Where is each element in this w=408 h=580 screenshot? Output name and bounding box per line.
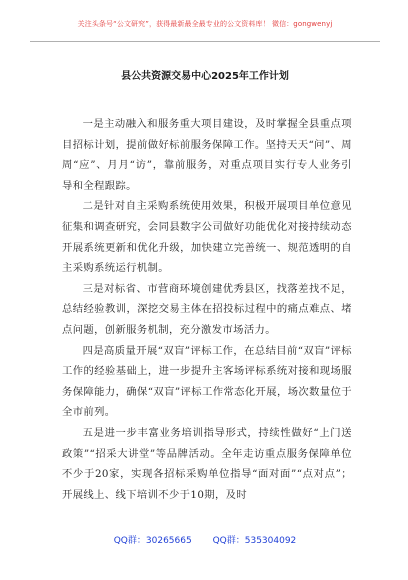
header-divider <box>30 41 380 42</box>
paragraph-3: 三是对标省、市营商环境创建优秀县区，找落差找不足，总结经验教训，深挖交易主体在招投标过程中的痛点难点、堵点问题，创新服务机制，充分激发市场活力。 <box>62 282 352 336</box>
document-body <box>62 114 352 505</box>
document-title: 县公共资源交易中心2025年工作计划 <box>121 71 289 82</box>
paragraph-5: 五是进一步丰富业务培训指导形式，持续性做好“上门送政策”“招采大讲堂”等品牌活动。全年走访重点服务保障单位不少于20家，实现各招标采购单位指导“面对面”“点对点”；开展线上、线下培训不少于10期，及时 <box>62 426 352 501</box>
paragraph-1: 一是主动融入和服务重大项目建设，及时掌握全县重点项目招标计划，提前做好标前服务保障工作。坚持天天“问”、周周“应”、月月“访”，靠前服务，对重点项目实行专人业务引导和全程跟踪。 <box>62 118 352 192</box>
footer-qq-group-2: QQ群：535304092 <box>212 536 297 546</box>
footer-qq-group-1: QQ群：30265665 <box>113 536 192 546</box>
paragraph-2: 二是针对自主采购系统使用效果，积极开展项目单位意见征集和调查研究，会同县数字公司做好功能优化对接持续动态开展系统更新和优化升级，加快建立完善统一、规范透明的自主采购系统运行机制。 <box>62 200 352 275</box>
footer-contact <box>30 533 380 546</box>
header-promo-note: 关注头条号“公文研究”，获得最新最全最专业的公文资料库！ 微信：gongwenyj <box>77 20 333 28</box>
paragraph-4: 四是高质量开展“双盲”评标工作，在总结目前“双盲”评标工作的经验基础上，进一步提升主客场评标系统对接和现场服务保障能力，确保“双盲”评标工作常态化开展，场次数量位于全市前列。 <box>62 344 352 419</box>
